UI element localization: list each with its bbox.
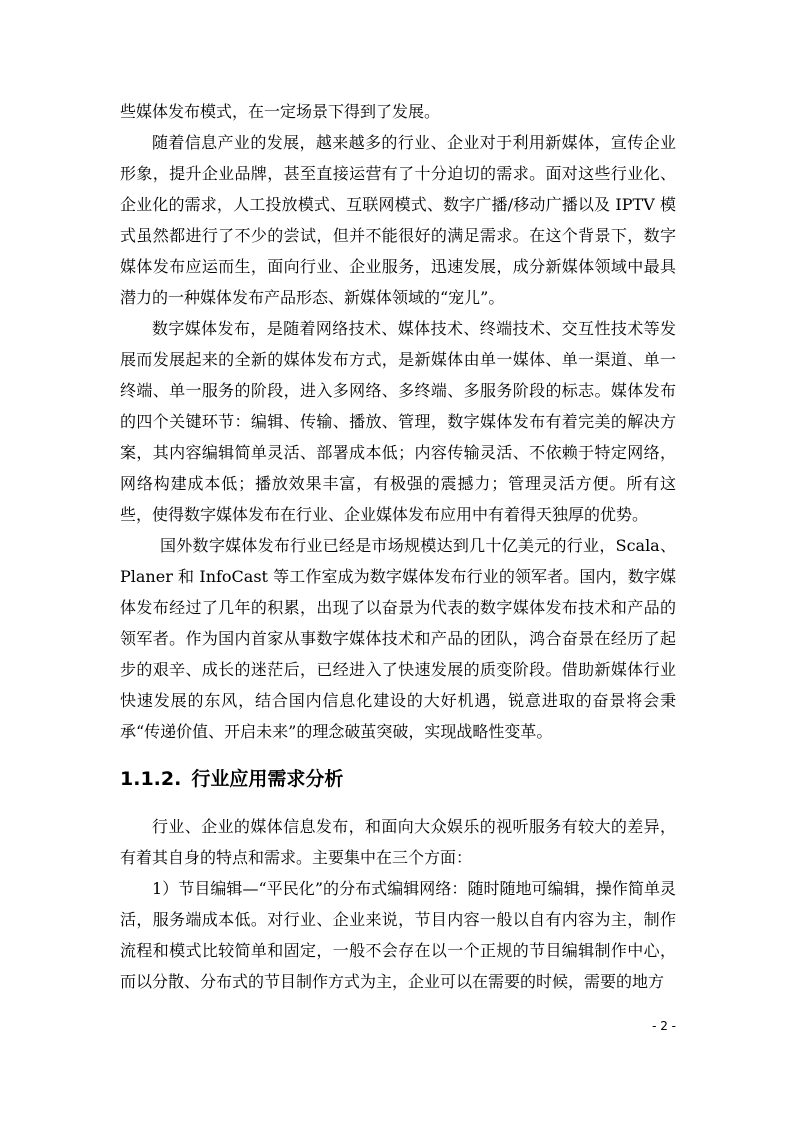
section-heading — [120, 765, 676, 793]
paragraph-continuation: 些媒体发布模式，在一定场景下得到了发展。 — [120, 102, 441, 121]
paragraph-new-media-demand: 随着信息产业的发展，越来越多的行业、企业对于利用新媒体，宣传企业形象，提升企业品牌，甚至直接运营有了十分迫切的需求。面对这些行业化、企业化的需求，人工投放模式、互联网模式、数字广播/移动广播以及 IPTV 模式虽然都进行了不少的尝试，但并不能很好的满足需求。在这个背景下，数字媒体发布应运而生，面向行业、企业服务，迅速发展，成分新媒体领域中最具潜力的一种媒体发布产品形态、新媒体领域的“宠儿”。 — [120, 133, 676, 307]
paragraph-digital-media-release: 数字媒体发布，是随着网络技术、媒体技术、终端技术、交互性技术等发展而发展起来的全新的媒体发布方式，是新媒体由单一媒体、单一渠道、单一终端、单一服务的阶段，进入多网络、多终端、多服务阶段的标志。媒体发布的四个关键环节：编辑、传输、播放、管理，数字媒体发布有着完美的解决方案，其内容编辑简单灵活、部署成本低；内容传输灵活、不依赖于特定网络，网络构建成本低；播放效果丰富，有极强的震撼力；管理灵活方便。所有这些，使得数字媒体发布在行业、企业媒体发布应用中有着得天独厚的优势。 — [120, 319, 676, 524]
page-content — [120, 96, 676, 997]
paragraph-program-editing: 1）节目编辑—“平民化”的分布式编辑网络：随时随地可编辑，操作简单灵活，服务端成本低。对行业、企业来说，节目内容一般以自有内容为主，制作流程和模式比较简单和固定，一般不会存在以一个正规的节目编辑制作中心，而以分散、分布式的节目制作方式为主，企业可以在需要的时候，需要的地方 — [120, 879, 676, 991]
paragraph-industry-status: 国外数字媒体发布行业已经是市场规模达到几十亿美元的行业，Scala、Planer 和 InfoCast 等工作室成为数字媒体发布行业的领军者。国内，数字媒体发布经过了几年的积累，出现了以奋景为代表的数字媒体发布技术和产品的领军者。作为国内首家从事数字媒体技术和产品的团队，鸿合奋景在经历了起步的艰辛、成长的迷茫后，已经进入了快速发展的质变阶段。借助新媒体行业快速发展的东风，结合国内信息化建设的大好机遇，锐意进取的奋景将会秉承“传递价值、开启未来”的理念破茧突破，实现战略性变革。 — [120, 536, 676, 741]
section-title: 行业应用需求分析 — [191, 768, 344, 790]
section-number: 1.1.2. — [120, 768, 182, 790]
page-number: - 2 - — [652, 1019, 676, 1033]
paragraph-industry-needs: 行业、企业的媒体信息发布，和面向大众娱乐的视听服务有较大的差异，有着其自身的特点和需求。主要集中在三个方面： — [120, 817, 676, 867]
